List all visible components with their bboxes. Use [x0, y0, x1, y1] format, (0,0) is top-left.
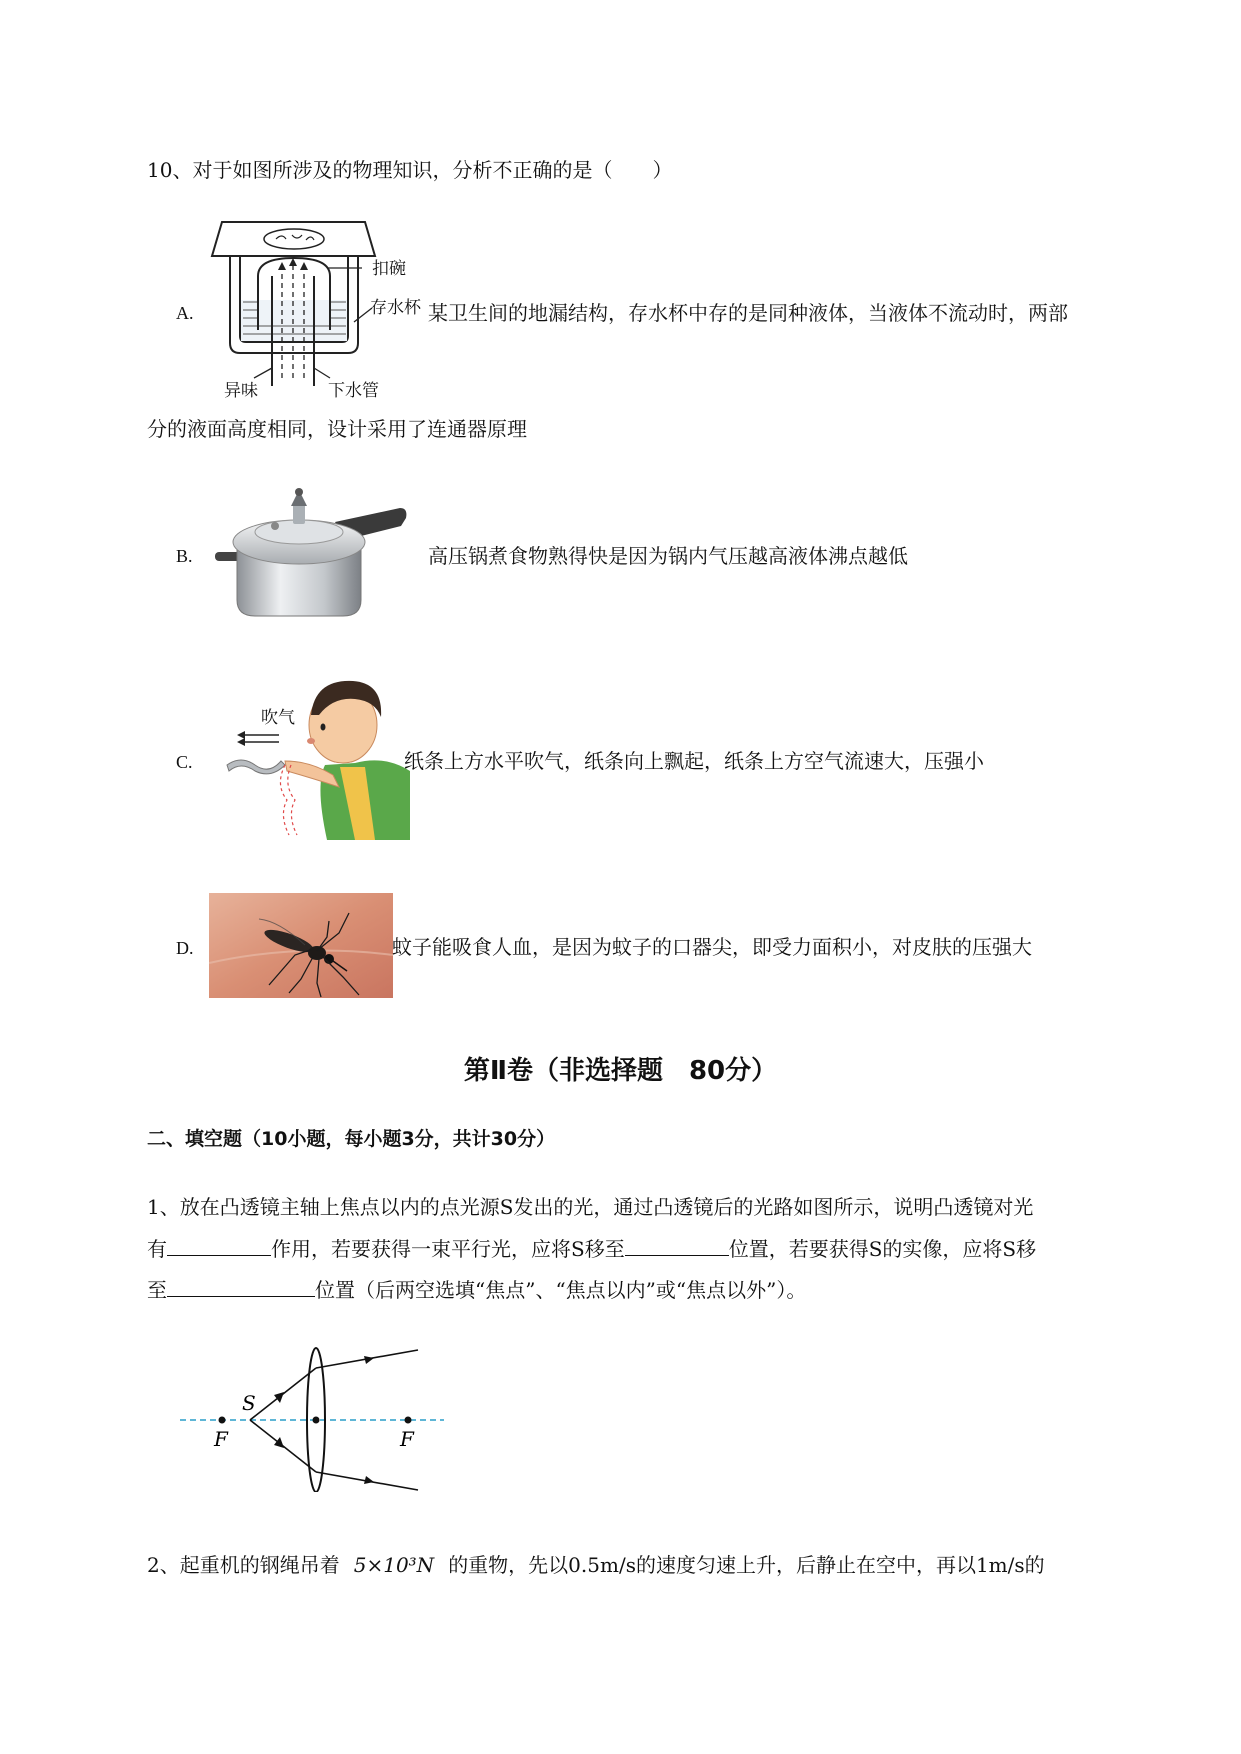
label-bowl: 扣碗 [372, 259, 406, 279]
convex-lens-figure [172, 1340, 452, 1492]
floor-drain-figure [210, 218, 440, 403]
label-f-right: F [400, 1427, 414, 1451]
label-cup: 存水杯 [370, 298, 421, 318]
question-10-stem: 10、对于如图所涉及的物理知识，分析不正确的是（ ） [147, 158, 673, 182]
blowing-paper-figure [215, 675, 410, 840]
option-c-text: 纸条上方水平吹气，纸条向上飘起，纸条上方空气流速大，压强小 [404, 749, 984, 773]
mosquito-photo [209, 893, 393, 998]
option-a-text-line2: 分的液面高度相同，设计采用了连通器原理 [147, 417, 527, 441]
q1-line-2: 有 作用，若要获得一束平行光，应将S移至 位置，若要获得S的实像，应将S移 [147, 1233, 1036, 1264]
label-s: S [242, 1391, 256, 1415]
option-b-text: 高压锅煮食物熟得快是因为锅内气压越高液体沸点越低 [428, 544, 908, 568]
answer-blank-1[interactable] [167, 1233, 271, 1256]
option-b-letter: B. [176, 546, 193, 566]
q2-line-1: 2、起重机的钢绳吊着 5×10³N 的重物，先以0.5m/s的速度匀速上升，后静止在空中，再以1m/s的 [147, 1550, 1045, 1580]
option-a-letter: A. [176, 303, 194, 323]
section-fill-in-blank-heading: 二、填空题（10小题，每小题3分，共计30分） [147, 1128, 556, 1150]
answer-blank-2[interactable] [625, 1233, 729, 1256]
option-d-letter: D. [176, 938, 194, 958]
option-d-text: 蚊子能吸食人血，是因为蚊子的口器尖，即受力面积小，对皮肤的压强大 [392, 935, 1032, 959]
part-2-title: 第Ⅱ卷（非选择题 80分） [463, 1056, 778, 1086]
label-smell: 异味 [224, 381, 258, 401]
option-a-text-line1: 某卫生间的地漏结构，存水杯中存的是同种液体，当液体不流动时，两部 [428, 301, 1068, 325]
label-pipe: 下水管 [328, 381, 379, 401]
label-blow: 吹气 [261, 708, 295, 728]
label-f-left: F [214, 1427, 228, 1451]
answer-blank-3[interactable] [167, 1274, 315, 1297]
q1-line-1: 1、放在凸透镜主轴上焦点以内的点光源S发出的光，通过凸透镜后的光路如图所示，说明凸透镜对光 [147, 1195, 1034, 1219]
q2-formula: 5×10³N [353, 1553, 435, 1577]
pressure-cooker-figure [215, 482, 410, 622]
option-c-letter: C. [176, 752, 193, 772]
q1-line-3: 至 位置（后两空选填“焦点”、“焦点以内”或“焦点以外”）。 [147, 1274, 806, 1305]
